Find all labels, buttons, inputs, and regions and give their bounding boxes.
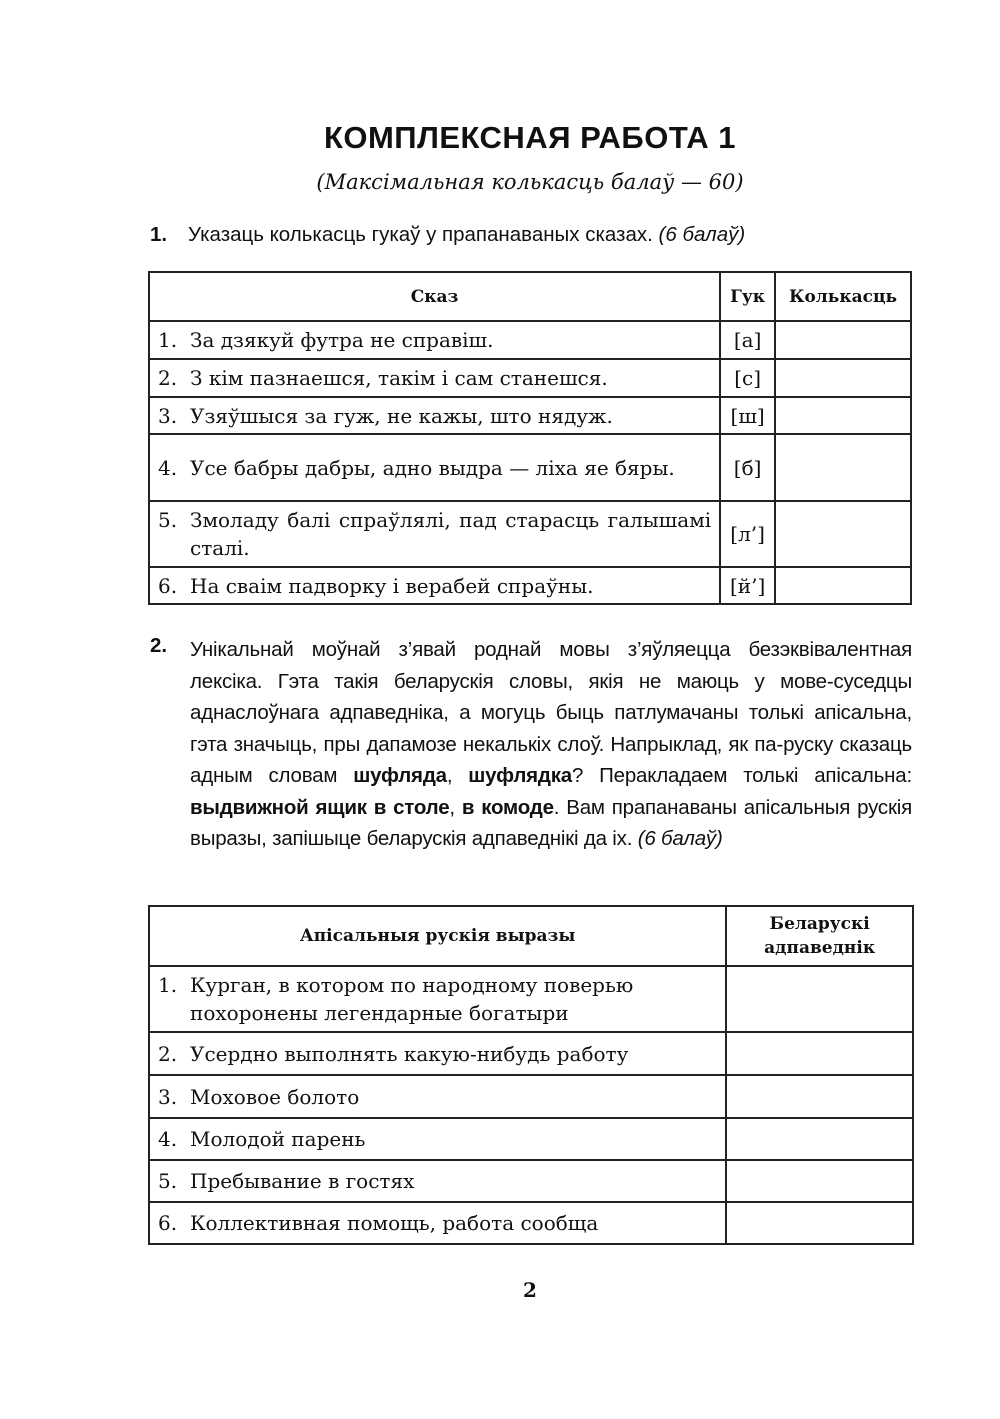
table-row bbox=[149, 321, 911, 359]
sound-cell: [с] bbox=[720, 359, 775, 397]
sentence-text: Усе бабры дабры, адно выдра — ліха яе бяры. bbox=[190, 455, 675, 480]
expression-cell bbox=[149, 1118, 726, 1160]
task-text: Указаць колькасць гукаў у прапанаваных сказах. bbox=[188, 223, 653, 246]
page-subtitle: (Максімальная колькасць балаў — 60) bbox=[316, 170, 744, 194]
sentence-text: На сваім падворку і верабей спраўны. bbox=[190, 573, 594, 598]
table-header-row bbox=[149, 272, 911, 321]
sentence-cell bbox=[149, 567, 720, 604]
table-row bbox=[149, 1118, 913, 1160]
table-row bbox=[149, 1075, 913, 1118]
header-sound: Гук bbox=[720, 272, 775, 321]
equivalent-answer-cell[interactable] bbox=[726, 966, 913, 1032]
sentence-text: З кім пазнаешся, такім і сам станешся. bbox=[190, 366, 608, 390]
paragraph-text: , bbox=[449, 795, 462, 819]
row-number: 2. bbox=[158, 366, 178, 390]
bold-term: шуфляда bbox=[353, 764, 447, 787]
sentence-text: Узяўшыся за гуж, не кажы, што нядуж. bbox=[190, 403, 613, 428]
row-number: 4. bbox=[158, 1127, 178, 1151]
equivalent-answer-cell[interactable] bbox=[726, 1202, 913, 1244]
header-equivalent: Беларускі адпаведнік bbox=[726, 906, 913, 966]
row-number: 6. bbox=[158, 573, 178, 598]
equivalent-answer-cell[interactable] bbox=[726, 1160, 913, 1202]
row-number: 3. bbox=[158, 403, 178, 428]
sound-cell: [б] bbox=[720, 434, 775, 501]
sentence-text: Змоладу балі спраўлялі, пад старасць галышамі сталі. bbox=[190, 508, 712, 560]
expression-cell bbox=[149, 1075, 726, 1118]
table-row bbox=[149, 1160, 913, 1202]
bold-term: шуфлядка bbox=[468, 764, 572, 787]
table-row bbox=[149, 1202, 913, 1244]
task-points: (6 балаў) bbox=[637, 827, 723, 850]
table-row bbox=[149, 966, 913, 1032]
header-count: Колькасць bbox=[775, 272, 911, 321]
expression-text: Коллективная помощь, работа сообща bbox=[190, 1211, 599, 1235]
sentence-cell bbox=[149, 397, 720, 434]
paragraph-text: . Вам прапанаваны апісальныя рускія выразы, запішыце беларускія адпаведнікі да іх. bbox=[190, 795, 912, 850]
paragraph-text: Унікальнай моўнай з’явай роднай мовы з’яўляецца безэквівалентная лексіка. Гэта такія беларускія словы, якія не маюць у мове-суседцы аднаслоўнага адпаведніка, а могуць быць патлумачаны толькі апісальна, гэта значыць, пры дапамозе некалькіх слоў. Напрыклад, як па-руску сказаць адным словам bbox=[190, 638, 912, 787]
count-answer-cell[interactable] bbox=[775, 359, 911, 397]
sentence-cell bbox=[149, 321, 720, 359]
sentence-cell bbox=[149, 434, 720, 501]
expression-text: Усердно выполнять какую-нибудь работу bbox=[190, 1041, 629, 1066]
table-row bbox=[149, 359, 911, 397]
sound-cell: [а] bbox=[720, 321, 775, 359]
row-number: 1. bbox=[158, 328, 178, 352]
expression-cell bbox=[149, 966, 726, 1032]
sound-cell: [л’] bbox=[720, 501, 775, 567]
row-number: 3. bbox=[158, 1084, 178, 1109]
sentence-cell bbox=[149, 359, 720, 397]
expression-cell bbox=[149, 1032, 726, 1075]
task-2-prompt bbox=[150, 634, 912, 855]
row-number: 4. bbox=[158, 455, 178, 480]
table-row bbox=[149, 1032, 913, 1075]
header-expressions: Апісальныя рускія выразы bbox=[149, 906, 726, 966]
task-1-prompt bbox=[150, 223, 920, 247]
count-answer-cell[interactable] bbox=[775, 567, 911, 604]
expression-text: Пребывание в гостях bbox=[190, 1169, 415, 1193]
sentence-cell bbox=[149, 501, 720, 567]
task-points: (6 балаў) bbox=[658, 223, 746, 246]
table-row bbox=[149, 501, 911, 567]
count-answer-cell[interactable] bbox=[775, 321, 911, 359]
page-title: КОМПЛЕКСНАЯ РАБОТА 1 bbox=[323, 120, 737, 155]
row-number: 1. bbox=[158, 973, 178, 997]
row-number: 5. bbox=[158, 1169, 178, 1193]
task-number: 2. bbox=[150, 634, 168, 657]
sentence-text: За дзякуй футра не справіш. bbox=[190, 328, 494, 352]
row-number: 2. bbox=[158, 1041, 178, 1066]
expression-text: Курган, в котором по народному поверью похоронены легендарные богатыри bbox=[190, 973, 634, 1025]
count-answer-cell[interactable] bbox=[775, 397, 911, 434]
sounds-table bbox=[148, 271, 912, 605]
paragraph-text: , bbox=[446, 764, 469, 787]
bold-term: в комоде bbox=[461, 795, 554, 819]
table-row bbox=[149, 567, 911, 604]
count-answer-cell[interactable] bbox=[775, 434, 911, 501]
table-row bbox=[149, 397, 911, 434]
sound-cell: [й’] bbox=[720, 567, 775, 604]
expression-cell bbox=[149, 1160, 726, 1202]
row-number: 6. bbox=[158, 1211, 178, 1235]
table-header-row bbox=[149, 906, 913, 966]
paragraph-text: ? Перакладаем толькі апісальна: bbox=[571, 764, 912, 787]
bold-term: выдвижной ящик в столе bbox=[190, 795, 450, 819]
row-number: 5. bbox=[158, 508, 178, 532]
equivalent-answer-cell[interactable] bbox=[726, 1032, 913, 1075]
equivalent-answer-cell[interactable] bbox=[726, 1075, 913, 1118]
sound-cell: [ш] bbox=[720, 397, 775, 434]
table-row bbox=[149, 434, 911, 501]
count-answer-cell[interactable] bbox=[775, 501, 911, 567]
expression-cell bbox=[149, 1202, 726, 1244]
expressions-table bbox=[148, 905, 914, 1245]
equivalent-answer-cell[interactable] bbox=[726, 1118, 913, 1160]
expression-text: Молодой парень bbox=[190, 1127, 366, 1151]
expression-text: Моховое болото bbox=[190, 1084, 360, 1109]
header-sentence: Сказ bbox=[149, 272, 720, 321]
page-number: 2 bbox=[523, 1278, 537, 1302]
task-number: 1. bbox=[150, 223, 168, 246]
